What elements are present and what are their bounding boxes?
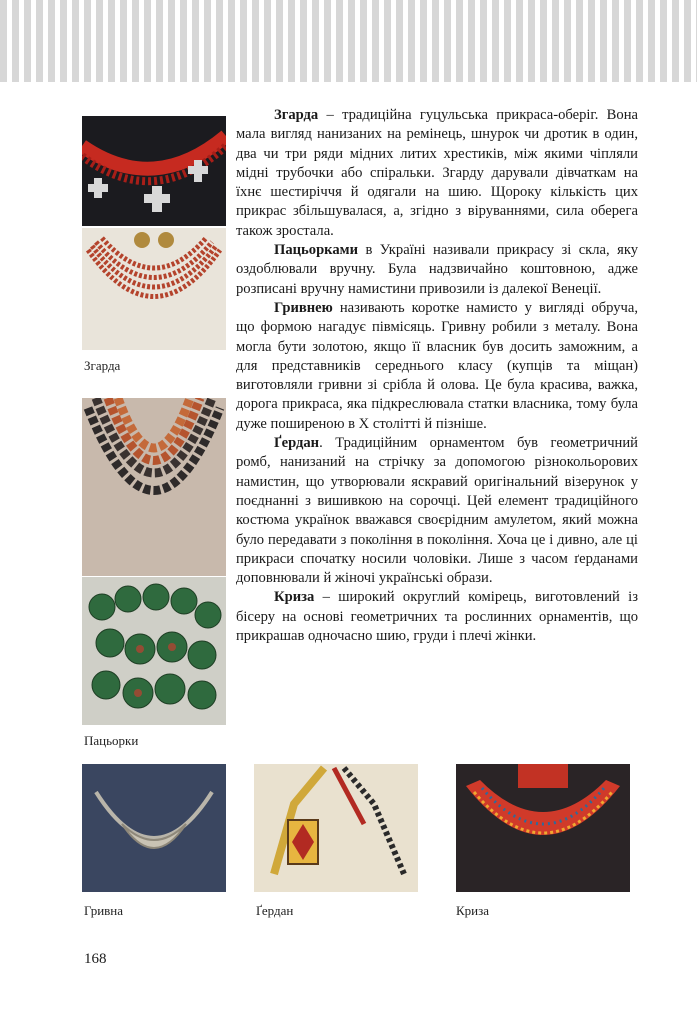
paragraph-gerdan	[236, 434, 638, 588]
patsorky-photo-1	[82, 398, 226, 576]
paragraph-patsorky	[236, 241, 638, 299]
text-zgarda: – традиційна гуцульська прикраса-оберіг. Вона мала вигляд нанизаних на ремінець, шнурок чи дротик в один, два чи три ряди мідних литих хрестиків, між якими чіпляли мідні трубочки або спіральки. Згарду дарували дівчаткам на їхнє шестиріччя й одягали на шию. Щороку кількість цих прикрас збільшувалася, а, згідно з віруваннями, сила оберега також зростала.	[236, 107, 638, 239]
zgarda-photo-1	[82, 116, 226, 226]
term-zgarda: Згарда	[274, 107, 319, 123]
caption-kryza: Криза	[456, 903, 490, 918]
text-gerdan: . Традиційним орнаментом був геометричний ромб, нанизаний на стрічку за допомогою різнокольорових намистин, що утворювали яскравий оригінальний візерунок у поєднанні з вишивкою на сорочці. Цей елемент традиційного костюма українок вважався своєрідним амулетом, який можна було передавати з покоління в покоління. Хоча це і дивно, але ці прикраси спочатку носили чоловіки. Лише з часом ґерданами доповнювали й жіночі українські образи.	[236, 435, 638, 587]
kryza-photo	[456, 764, 630, 892]
header-stripes	[0, 0, 697, 82]
patsorky-photo-2	[82, 577, 226, 725]
page-number: 168	[84, 951, 107, 967]
caption-hryvna: Гривна	[84, 903, 124, 918]
text-hryvna: називають коротке намисто у вигляді обруча, що формою нагадує півмісяць. Гривну робили з металу. Вона могла бути золотою, якщо її власник був досить заможним, а для представників середнього класу (купців та міщан) виготовляли гривни зі срібла й олова. Це була красива, важка, дорога прикраса, яка підкреслювала статки власника, тому була дуже поширеною в Х столітті й пізніше.	[236, 299, 638, 432]
term-patsorky: Пацьорками	[274, 242, 359, 259]
term-gerdan: Ґердан	[274, 435, 320, 452]
gerdan-photo	[254, 764, 418, 892]
term-kryza: Криза	[274, 589, 315, 606]
caption-patsorky: Пацьорки	[84, 733, 139, 748]
zgarda-photo-2	[82, 228, 226, 350]
paragraph-zgarda	[236, 106, 638, 241]
paragraph-hryvna	[236, 299, 638, 434]
caption-zgarda: Згарда	[84, 358, 121, 373]
text-patsorky: в Україні називали прикрасу зі скла, яку оздоблювали вручну. Була надзвичайно коштовною, адже розписані вручну намистини привозили із далекої Венеції.	[236, 242, 638, 297]
text-kryza: – широкий округлий комірець, виготовлений із бісеру на основі геометричних та рослинних орнаментів, що прикрашав одночасно шию, груди і плечі жінки.	[236, 589, 638, 645]
caption-gerdan: Ґердан	[256, 903, 294, 918]
paragraph-kryza	[236, 588, 638, 646]
article-text	[236, 106, 638, 646]
hryvna-photo	[82, 764, 226, 892]
term-hryvna: Гривнею	[274, 299, 333, 316]
